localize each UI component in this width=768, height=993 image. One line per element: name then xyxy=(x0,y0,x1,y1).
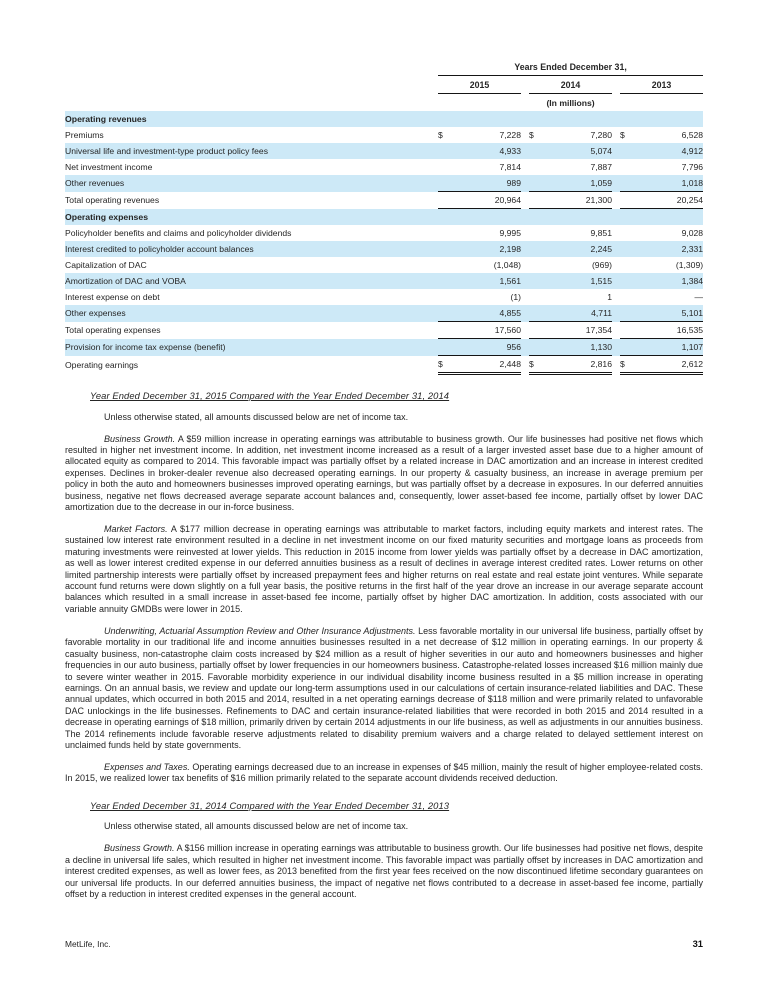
value-cell: 1,107 xyxy=(634,339,703,356)
value-cell: 7,796 xyxy=(681,162,704,172)
gap-cell xyxy=(521,339,529,356)
currency-cell xyxy=(620,257,634,273)
value-cell: 17,354 xyxy=(543,322,612,339)
value-cell: 4,912 xyxy=(634,143,703,159)
value-cell: 17,560 xyxy=(452,322,521,339)
year-column-2014: 2014 xyxy=(529,76,612,94)
section-heading-2015-vs-2014: Year Ended December 31, 2015 Compared with the Year Ended December 31, 2014 xyxy=(90,390,450,401)
table-total-row xyxy=(65,192,703,209)
currency-cell xyxy=(529,257,543,273)
net-of-tax-note: Unless otherwise stated, all amounts discussed below are net of income tax. xyxy=(104,821,409,832)
page-number: 31 xyxy=(692,938,703,949)
gap-cell xyxy=(612,257,620,273)
currency-cell: $ xyxy=(438,130,443,140)
row-label: Net investment income xyxy=(65,162,153,172)
gap-cell xyxy=(612,175,620,192)
currency-cell xyxy=(529,289,543,305)
currency-cell xyxy=(438,289,452,305)
gap-cell xyxy=(612,192,620,209)
gap-cell xyxy=(612,127,620,143)
gap-cell xyxy=(612,305,620,322)
paragraph-text: A $156 million increase in operating earnings was attributable to business growth. Our life businesses had positive net flows, despite a decline in universal life sales, which resulted in higher net investment income. This favorable impact was partially offset by increases in DAC amortization and interest credited expenses, as well as lower fees, as 2013 benefited from the first year fees received on the now discontinued lifetime secondary guarantees on our universal life products. In our deferred annuities business, the impact of negative net flows contributed to a decrease in asset-based fee income, partially offset by a reduction in interest credited expenses in the general account. xyxy=(65,843,703,899)
currency-cell xyxy=(438,143,452,159)
section-label: Operating expenses xyxy=(65,209,703,226)
table-row xyxy=(65,289,703,305)
table-row xyxy=(65,225,703,241)
paragraph-lead: Business Growth. xyxy=(104,843,175,854)
paragraph-lead: Expenses and Taxes. xyxy=(104,761,190,772)
value-cell: 21,300 xyxy=(543,192,612,209)
gap-cell xyxy=(612,143,620,159)
value-cell: 4,711 xyxy=(543,305,612,322)
value-cell: 7,280 xyxy=(590,130,612,140)
gap-cell xyxy=(521,143,529,159)
value-cell: 1 xyxy=(607,292,612,302)
currency-cell xyxy=(529,322,543,339)
row-label: Other expenses xyxy=(65,305,438,322)
row-label: Operating earnings xyxy=(65,359,139,370)
value-cell: 2,612 xyxy=(634,356,703,374)
row-label: Total operating expenses xyxy=(65,325,161,335)
currency-cell xyxy=(438,159,452,175)
currency-cell xyxy=(438,241,452,257)
value-cell: 7,228 xyxy=(499,130,521,140)
currency-cell: $ xyxy=(620,130,625,140)
currency-cell xyxy=(529,175,543,192)
row-label: Total operating revenues xyxy=(65,195,160,205)
page-content xyxy=(65,58,703,900)
gap-cell xyxy=(521,356,529,374)
header-spacer xyxy=(65,94,438,112)
currency-cell xyxy=(529,273,543,289)
currency-cell xyxy=(438,339,452,356)
gap-cell xyxy=(521,76,529,94)
table-header-row xyxy=(65,58,703,76)
currency-cell xyxy=(620,273,634,289)
value-cell: 956 xyxy=(452,339,521,356)
financial-table xyxy=(65,58,703,375)
currency-cell: $ xyxy=(529,356,543,374)
paragraph-text: Operating earnings decreased due to an increase in expenses of $45 million, mainly the result of higher employee-related costs. In 2015, we realized lower tax benefits of $16 million primarily related to the separate account dividends received deduction. xyxy=(65,761,703,784)
gap-cell xyxy=(612,241,620,257)
paragraph-text: Less favorable mortality in our universal life business, partially offset by favorable mortality in our traditional life and income annuities businesses resulted in a net decrease of $12 million in operating earnings. In our property & casualty business, non-catastrophe claim costs increased by $24 million as a result of higher severities in our auto and homeowners businesses and higher frequencies in our auto business, partially offset by lower frequencies in our homeowners business. Catastrophe-related losses increased $16 million mainly due to severe winter weather in 2015. Favorable morbidity experience in our individual disability income business resulted in a $5 million increase in operating earnings. On an annual basis, we review and update our long-term assumptions used in our calculations of certain insurance-related liabilities and DAC. These annual updates, which occurred in both 2015 and 2014, resulted in a net operating earnings decrease of $118 million and were primarily related to unfavorable DAC unlockings in the life businesses. Refinements to DAC and certain insurance-related liabilities that were recorded in both 2015 and 2014 resulted in a decrease in operating earnings of $18 million, primarily driven by certain 2014 adjustments in our life business, as well as adjustments in our annuities business. The 2014 refinements include favorable reserve adjustments related to disability premium waivers and a charge related to delayed settlement interest on unclaimed funds held by state governments. xyxy=(65,625,703,750)
value-cell: 2,331 xyxy=(634,241,703,257)
currency-cell: $ xyxy=(438,356,452,374)
value-cell: 2,448 xyxy=(452,356,521,374)
currency-cell xyxy=(620,289,634,305)
header-spacer xyxy=(65,58,438,76)
row-label: Interest expense on debt xyxy=(65,292,160,302)
value-cell: 20,254 xyxy=(634,192,703,209)
row-label: Provision for income tax expense (benefit) xyxy=(65,339,438,356)
page-footer xyxy=(65,938,703,949)
currency-cell xyxy=(529,143,543,159)
value-cell: 2,816 xyxy=(543,356,612,374)
table-total-row xyxy=(65,322,703,339)
gap-cell xyxy=(521,257,529,273)
value-cell: 9,851 xyxy=(590,228,612,238)
paragraph-text: A $177 million decrease in operating earnings was attributable to market factors, including equity markets and interest rates. The sustained low interest rate environment resulted in a decline in net investment income on our fixed maturity securities and mortgage loans as proceeds from maturing investments were reinvested at lower yields. This reduction in 2015 income from lower yields was partially offset by a decrease in DAC amortization, as well as lower interest credited expense in our deferred annuities business as a result of declines in average interest credited rates. Lower returns on other limited partnership interests were partially offset by increased prepayment fees and higher returns on real estate and real estate joint ventures. While separate account fund returns were down slightly on a full year basis, the positive returns in the first half of the year drove an increase in our average separate account balances which resulted in a small increase in asset-based fee income, partially offset by higher DAC amortization. In addition, costs associated with our variable annuity GMDBs were lower in 2015. xyxy=(65,524,703,614)
table-row xyxy=(65,143,703,159)
gap-cell xyxy=(612,322,620,339)
paragraph-lead: Underwriting, Actuarial Assumption Review and Other Insurance Adjustments. xyxy=(104,625,416,636)
gap-cell xyxy=(521,175,529,192)
paragraph-business-growth-2015 xyxy=(65,434,703,514)
gap-cell xyxy=(521,159,529,175)
currency-cell: $ xyxy=(620,356,634,374)
section-heading-2014-vs-2013: Year Ended December 31, 2014 Compared with the Year Ended December 31, 2013 xyxy=(90,799,450,811)
gap-cell xyxy=(612,225,620,241)
table-year-row xyxy=(65,76,703,94)
table-row xyxy=(65,127,703,143)
value-cell: 9,995 xyxy=(499,228,521,238)
currency-cell xyxy=(438,175,452,192)
currency-cell: $ xyxy=(529,130,534,140)
year-column-2013: 2013 xyxy=(620,76,703,94)
table-row xyxy=(65,175,703,192)
currency-cell xyxy=(529,225,543,241)
currency-cell xyxy=(620,322,634,339)
table-row xyxy=(65,339,703,356)
currency-cell xyxy=(620,159,634,175)
currency-cell xyxy=(529,192,543,209)
table-row xyxy=(65,241,703,257)
value-cell: 1,561 xyxy=(452,273,521,289)
currency-cell xyxy=(438,257,452,273)
value-cell: 1,515 xyxy=(543,273,612,289)
currency-cell xyxy=(620,339,634,356)
header-spacer xyxy=(65,76,438,94)
gap-cell xyxy=(521,305,529,322)
row-label: Policyholder benefits and claims and policyholder dividends xyxy=(65,228,292,238)
currency-cell xyxy=(620,175,634,192)
row-label: Amortization of DAC and VOBA xyxy=(65,273,438,289)
currency-cell xyxy=(529,159,543,175)
paragraph-text: A $59 million increase in operating earnings was attributable to business growth. Our life businesses had positive net flows which resulted in higher net investment income. In addition, net investment income increased as a result of a larger invested asset base due to a higher amount of allocated equity as compared to 2014. This favorable impact was partially offset by a related increase in DAC amortization and an increase in interest credited expenses. Declines in broker-dealer revenue also decreased operating earnings. In our property & casualty business, an increase in average premium per policy in both the auto and homeowners businesses improved operating earnings, but was partially offset by a decrease in exposures. In our deferred annuities business, negative net flows decreased average separate account balances and, consequently, lower asset-based fee income, partially offset by lower DAC amortization due to the decrease in our in-force business. xyxy=(65,433,703,513)
gap-cell xyxy=(521,241,529,257)
value-cell: 7,887 xyxy=(590,162,612,172)
gap-cell xyxy=(612,273,620,289)
section-label: Operating revenues xyxy=(65,111,703,127)
currency-cell xyxy=(620,305,634,322)
table-row xyxy=(65,159,703,175)
paragraph-expenses-and-taxes xyxy=(65,762,703,785)
table-row xyxy=(65,273,703,289)
footer-company: MetLife, Inc. xyxy=(65,939,111,949)
gap-cell xyxy=(521,273,529,289)
value-cell: (969) xyxy=(591,260,612,270)
gap-cell xyxy=(521,127,529,143)
currency-cell xyxy=(438,192,452,209)
gap-cell xyxy=(521,225,529,241)
value-cell: 1,018 xyxy=(634,175,703,192)
value-cell: 2,198 xyxy=(452,241,521,257)
units-label: (In millions) xyxy=(546,97,595,108)
paragraph-lead: Business Growth. xyxy=(104,433,176,444)
value-cell: 6,528 xyxy=(681,130,704,140)
gap-cell xyxy=(521,289,529,305)
table-total-row xyxy=(65,356,703,374)
row-label: Capitalization of DAC xyxy=(65,260,147,270)
gap-cell xyxy=(612,76,620,94)
currency-cell xyxy=(620,192,634,209)
years-ended-header: Years Ended December 31, xyxy=(438,58,703,76)
currency-cell xyxy=(529,339,543,356)
currency-cell xyxy=(438,273,452,289)
paragraph-underwriting xyxy=(65,626,703,751)
value-cell: 1,059 xyxy=(543,175,612,192)
year-column-2015: 2015 xyxy=(438,76,521,94)
gap-cell xyxy=(612,289,620,305)
row-label: Interest credited to policyholder account balances xyxy=(65,241,438,257)
currency-cell xyxy=(438,305,452,322)
value-cell: 16,535 xyxy=(634,322,703,339)
value-cell: 4,855 xyxy=(452,305,521,322)
value-cell: 4,933 xyxy=(452,143,521,159)
table-units-row xyxy=(65,94,703,112)
value-cell: 1,130 xyxy=(543,339,612,356)
value-cell: (1,048) xyxy=(493,260,521,270)
currency-cell xyxy=(529,305,543,322)
table-row xyxy=(65,305,703,322)
net-of-tax-note: Unless otherwise stated, all amounts discussed below are net of income tax. xyxy=(104,411,409,422)
currency-cell xyxy=(620,241,634,257)
value-cell: 9,028 xyxy=(681,228,704,238)
paragraph-business-growth-2014 xyxy=(65,843,703,900)
value-cell: 7,814 xyxy=(499,162,521,172)
paragraph-lead: Market Factors. xyxy=(104,524,168,535)
row-label: Other revenues xyxy=(65,175,438,192)
table-row xyxy=(65,257,703,273)
table-section-row xyxy=(65,111,703,127)
gap-cell xyxy=(612,339,620,356)
currency-cell xyxy=(620,225,634,241)
row-label: Universal life and investment-type product policy fees xyxy=(65,143,438,159)
row-label: Premiums xyxy=(65,130,104,140)
value-cell: 989 xyxy=(452,175,521,192)
value-cell: — xyxy=(694,292,704,302)
currency-cell xyxy=(620,143,634,159)
currency-cell xyxy=(438,322,452,339)
paragraph-market-factors xyxy=(65,524,703,615)
value-cell: (1) xyxy=(510,292,521,302)
currency-cell xyxy=(438,225,452,241)
gap-cell xyxy=(521,192,529,209)
value-cell: 2,245 xyxy=(543,241,612,257)
value-cell: 1,384 xyxy=(634,273,703,289)
value-cell: 20,964 xyxy=(452,192,521,209)
gap-cell xyxy=(612,159,620,175)
gap-cell xyxy=(612,356,620,374)
gap-cell xyxy=(521,322,529,339)
value-cell: 5,074 xyxy=(543,143,612,159)
currency-cell xyxy=(529,241,543,257)
value-cell: (1,309) xyxy=(675,260,704,270)
table-section-row xyxy=(65,209,703,226)
value-cell: 5,101 xyxy=(634,305,703,322)
